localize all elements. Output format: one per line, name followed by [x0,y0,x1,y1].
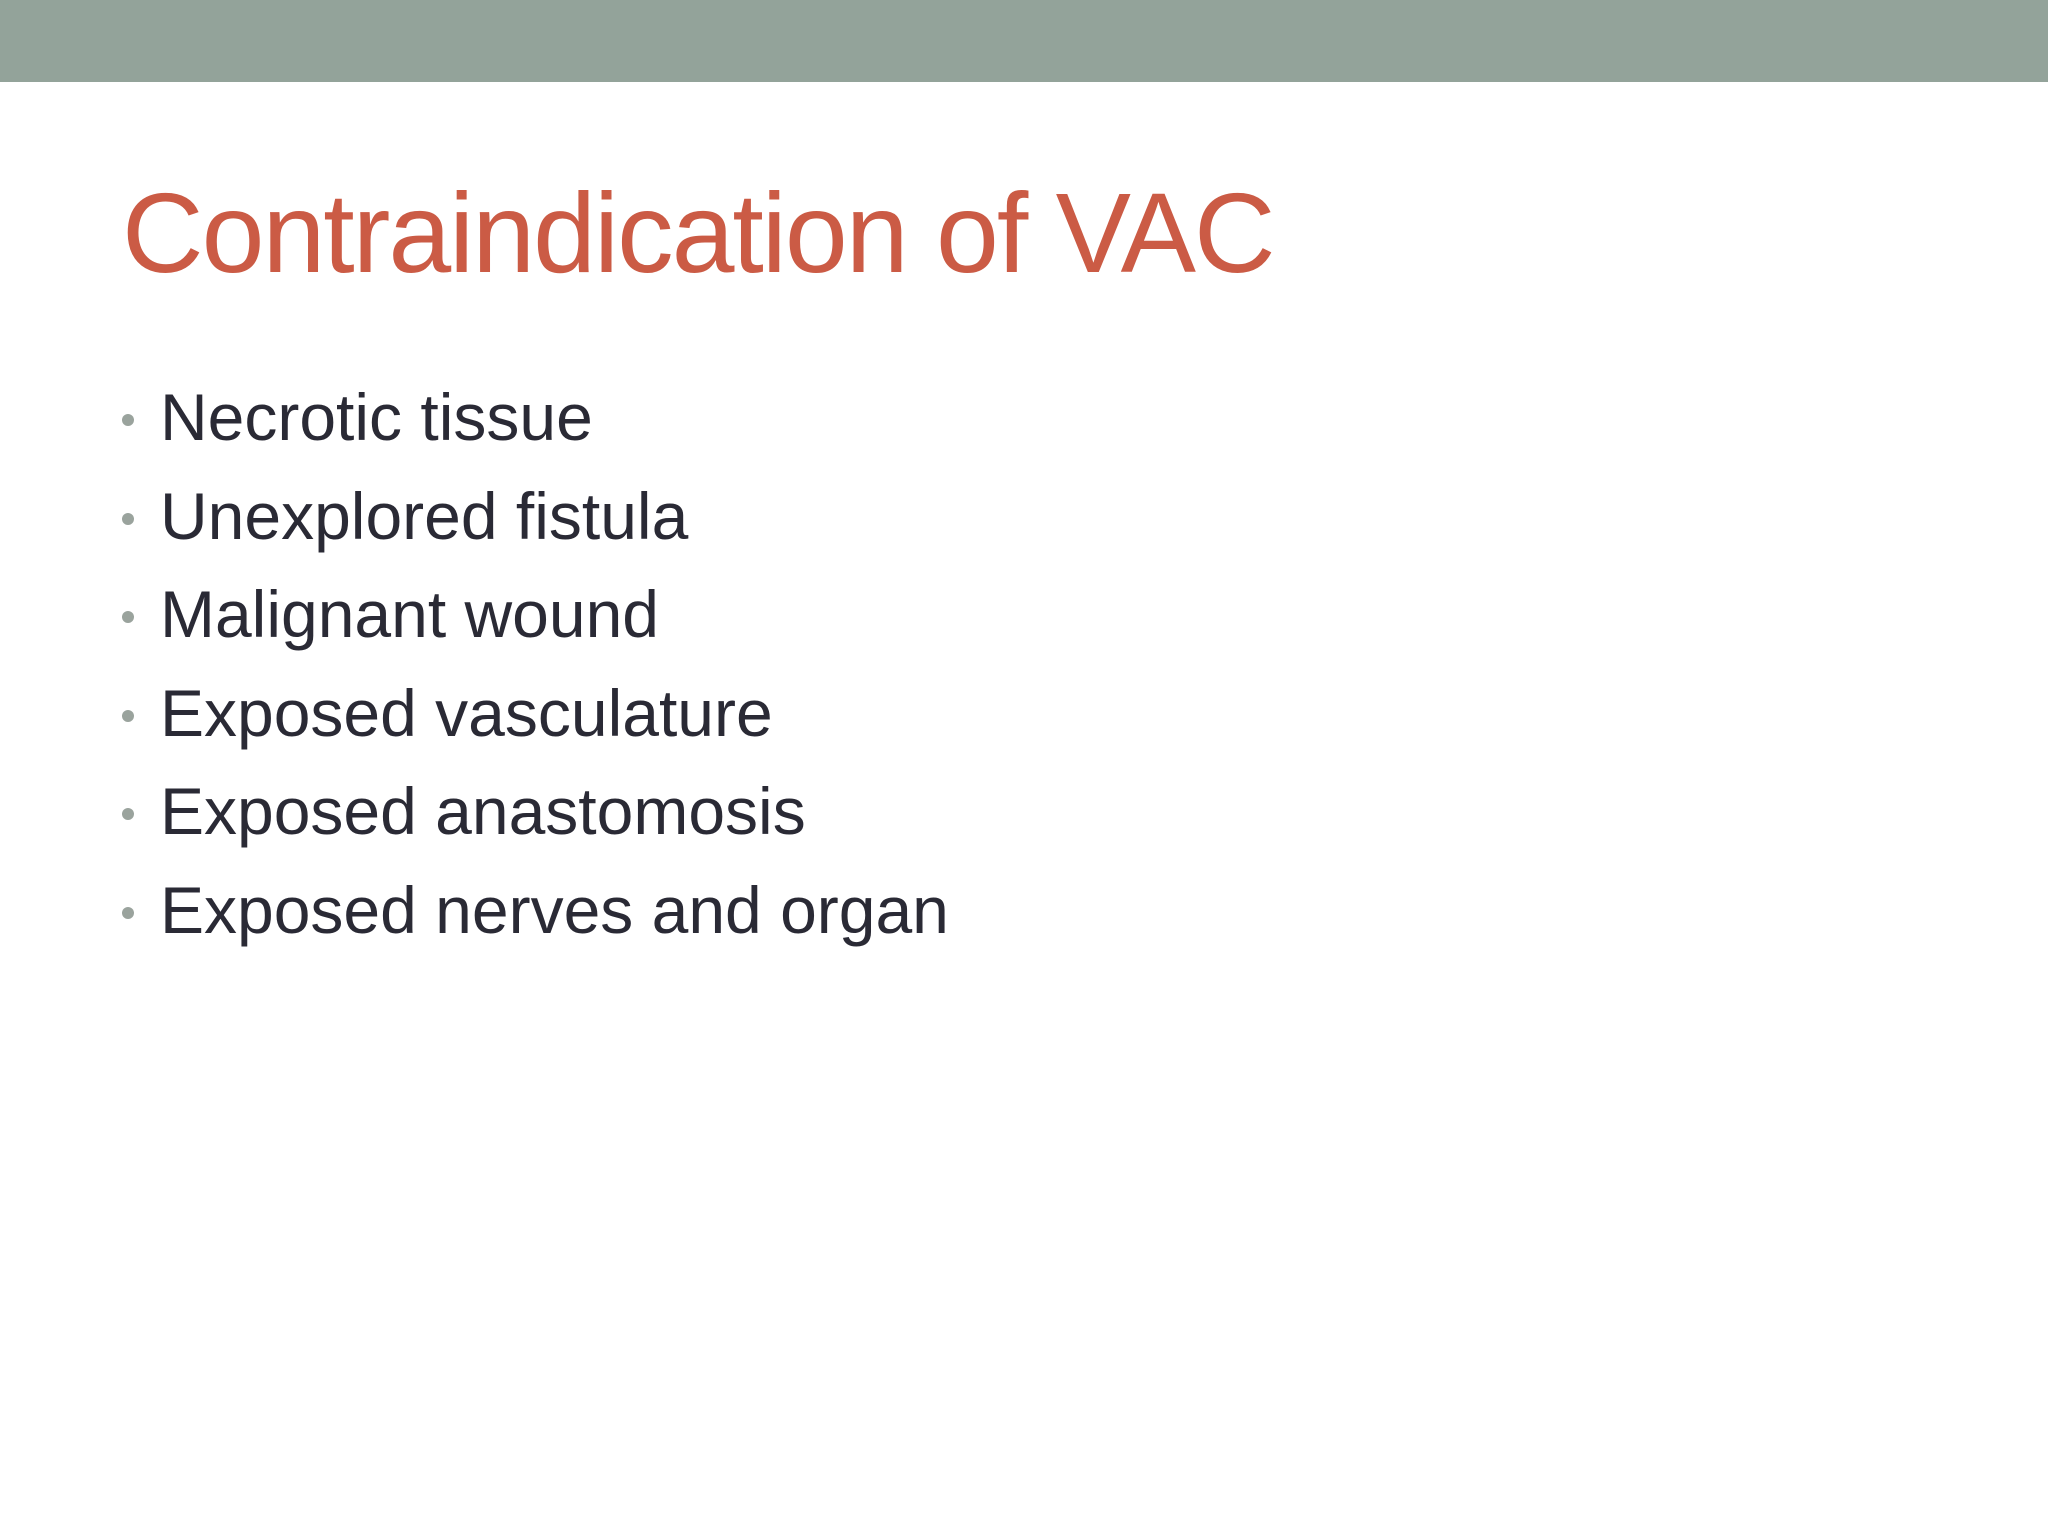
bullet-dot-icon [122,414,134,426]
bullet-text: Exposed vasculature [160,675,773,750]
bullet-dot-icon [122,513,134,525]
bullet-item [122,664,949,763]
bullet-list [122,368,949,959]
bullet-item [122,861,949,960]
slide-title: Contraindication of VAC [122,170,1274,296]
bullet-item [122,762,949,861]
top-accent-band [0,0,2048,82]
bullet-text: Exposed nerves and organ [160,872,949,947]
bullet-item [122,565,949,664]
bullet-dot-icon [122,907,134,919]
bullet-text: Unexplored fistula [160,478,689,553]
bullet-text: Exposed anastomosis [160,774,806,849]
bullet-dot-icon [122,710,134,722]
bullet-text: Necrotic tissue [160,380,593,455]
bullet-dot-icon [122,808,134,820]
bullet-item [122,467,949,566]
bullet-text: Malignant wound [160,577,659,652]
bullet-item [122,368,949,467]
bullet-dot-icon [122,611,134,623]
